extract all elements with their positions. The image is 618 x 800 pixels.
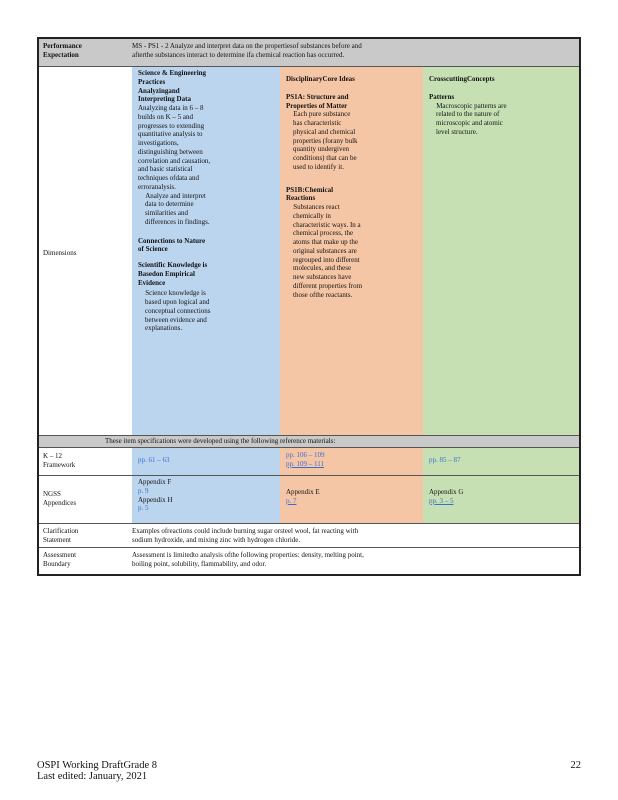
footer-draft-label: OSPI Working DraftGrade 8 (37, 760, 157, 771)
ps1a-bullet: Each pure substance has characteristic physical and chemical properties (forany bulk quantity undergiven conditions) that can be used to identify it. (286, 110, 358, 171)
framework-dci-link-2[interactable]: pp. 109 – 111 (286, 459, 324, 468)
connections-heading: Connections to Nature of Science (138, 236, 206, 254)
ccc-heading: CrosscuttingConcepts (429, 75, 495, 83)
ps1b-bullet: Substances react chemically in characteristic ways. In a chemical process, the atoms that make up the original substances are regrouped into different molecules, and these new substances have different properties from those ofthe reactants. (286, 203, 363, 299)
sep-body: Analyzing data in 6 – 8 builds on K – 5 and progresses to extending quantitative analysis to investigations, distinguishing between correlation and causation, and basic statistical techniques ofdata and erroranalysis. (138, 104, 211, 191)
ngss-ccc-cell: Appendix G pp. 3 – 5 (423, 476, 579, 523)
framework-sep-link[interactable]: pp. 61 – 63 (138, 456, 170, 464)
ps1a-heading: PS1A: Structure and Properties of Matter (286, 92, 349, 110)
ps1b-heading: PS1B:Chemical Reactions (286, 185, 334, 203)
ngss-sep-link-2[interactable]: p. 5 (138, 504, 149, 513)
standards-table (37, 37, 581, 576)
assessment-row (39, 547, 579, 574)
ngss-dci-cell: Appendix E p. 7 (280, 476, 423, 523)
ngss-label: NGSS Appendices (43, 490, 77, 507)
ccc-column (423, 67, 579, 435)
ngss-ccc-link[interactable]: pp. 3 – 5 (429, 496, 454, 505)
footer-last-edited: Last edited: January, 2021 (37, 771, 148, 782)
framework-label: K – 12 Framework (43, 452, 76, 469)
ngss-row (39, 475, 579, 523)
patterns-heading: Patterns (429, 92, 455, 101)
clarification-row (39, 523, 579, 547)
footer-left (37, 760, 157, 782)
assessment-label: Assessment Boundary (43, 551, 77, 568)
clarification-label: Clarification Statement (43, 527, 79, 544)
framework-sep-cell (132, 448, 280, 475)
performance-expectation-row (39, 39, 579, 66)
framework-ccc-link[interactable]: pp. 85 – 87 (429, 456, 461, 464)
clarification-text: Examples ofreactions could include burning sugar orsteel wool, fat reacting with sodium hydroxide, and mixing zinc with hydrogen chloride. (132, 527, 359, 544)
sep-heading: Science & Engineering Practices Analyzingand Interpreting Data (138, 69, 207, 104)
sep-column (132, 67, 280, 435)
framework-ccc-cell (423, 448, 579, 475)
sep-bullet-science-knowledge: Science knowledge is based upon logical and conceptual connections between evidence and explanations. (138, 289, 211, 333)
dci-heading: DisciplinaryCore Ideas (286, 75, 355, 83)
framework-dci-link-1[interactable]: pp. 106 – 109 (286, 451, 325, 459)
pe-label: Performance Expectation (43, 42, 82, 59)
framework-dci-cell (280, 448, 423, 475)
dimensions-row (39, 66, 579, 435)
ccc-bullet: Macroscopic patterns are related to the nature of microscopic and atomic level structure. (429, 101, 503, 136)
sep-bullet-analyze: Analyze and interpret data to determine similarities and differences in findings. (138, 191, 210, 226)
specs-note-row (39, 435, 579, 447)
ngss-sep-cell: Appendix F p. 9 Appendix H p. 5 (132, 476, 280, 523)
scientific-knowledge-heading: Scientific Knowledge is Basedon Empirical Evidence (138, 261, 208, 287)
page-number: 22 (570, 760, 581, 771)
ngss-dci-link[interactable]: p. 7 (286, 496, 297, 505)
ngss-sep-link-1[interactable]: p. 9 (138, 486, 149, 495)
dci-column (280, 67, 423, 435)
pe-text: MS - PS1 - 2 Analyze and interpret data on the propertiesof substances before and afterthe substances interact to determine ifa chemical reaction has occurred. (132, 42, 362, 59)
framework-row (39, 447, 579, 475)
dimensions-label: Dimensions (43, 249, 77, 257)
assessment-text: Assessment is limitedto analysis ofthe following properties: density, melting point, boiling point, solubility, flammability, and odor. (132, 551, 364, 568)
specs-note: These item specifications were developed using the following reference materials: (105, 437, 336, 445)
